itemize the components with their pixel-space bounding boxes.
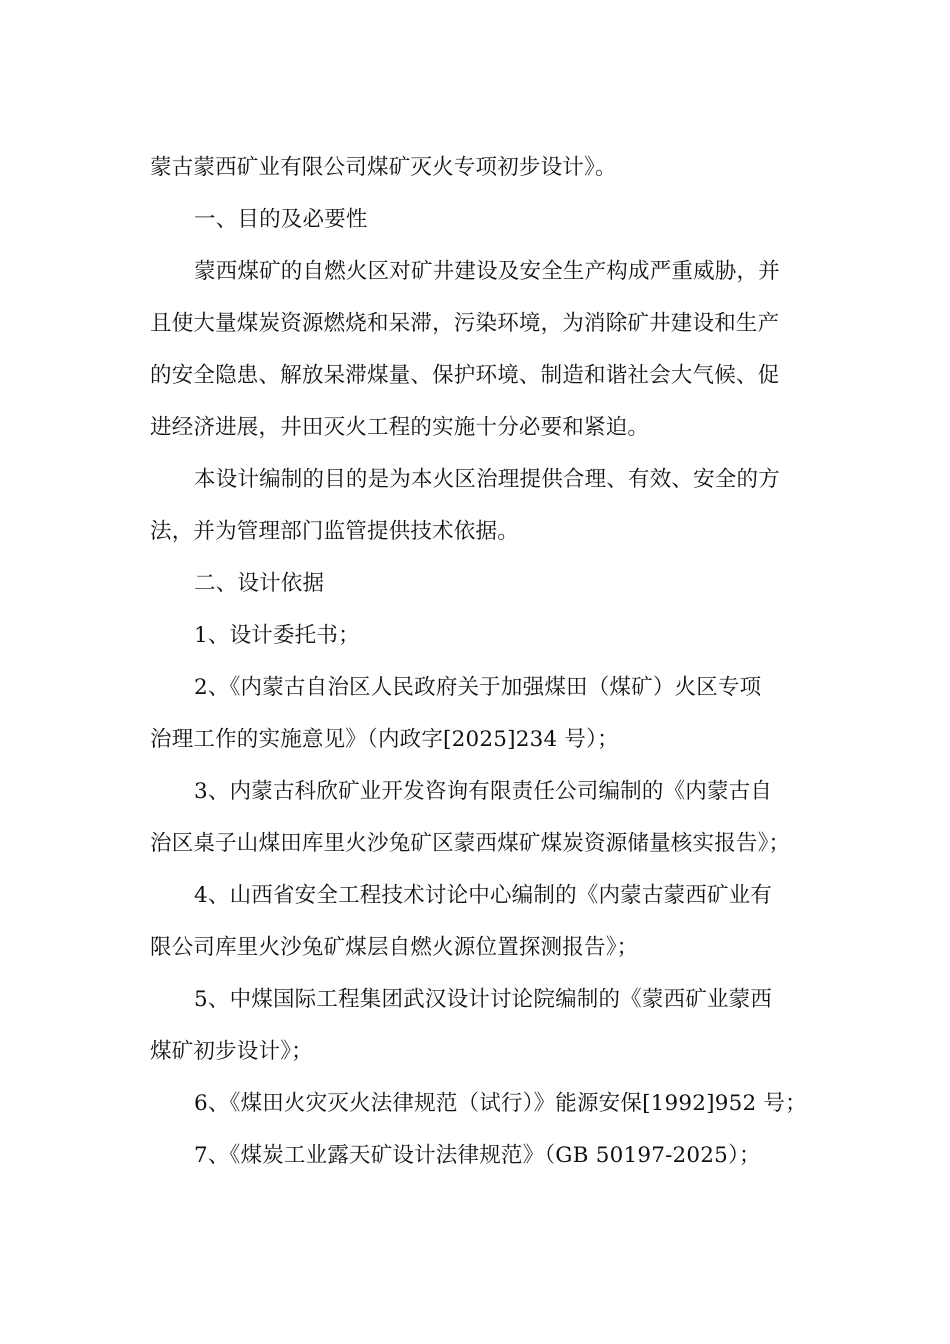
list-item-continuation: 煤矿初步设计》； [150,1039,313,1064]
list-item: 2、《内蒙古自治区人民政府关于加强煤田（煤矿）火区专项 [194,675,762,700]
list-item: 5、中煤国际工程集团武汉设计讨论院编制的《蒙西矿业蒙西 [194,987,773,1012]
list-item: 6、《煤田火灾灭火法律规范（试行）》能源安保[1992]952 号； [194,1091,807,1116]
paragraph-line: 本设计编制的目的是为本火区治理提供合理、有效、安全的方 [194,467,780,492]
list-item: 4、山西省安全工程技术讨论中心编制的《内蒙古蒙西矿业有 [194,883,773,908]
text-line-continuation: 蒙古蒙西矿业有限公司煤矿灭火专项初步设计》。 [150,155,617,180]
list-item: 1、设计委托书； [194,623,360,648]
paragraph-line: 进经济进展，井田灭火工程的实施十分必要和紧迫。 [150,415,650,440]
paragraph-line: 法，并为管理部门监管提供技术依据。 [150,519,519,544]
list-item: 3、内蒙古科欣矿业开发咨询有限责任公司编制的《内蒙古自 [194,779,773,804]
section-heading-purpose: 一、目的及必要性 [194,207,368,232]
section-heading-basis: 二、设计依据 [194,571,325,596]
list-item-continuation: 治区桌子山煤田库里火沙兔矿区蒙西煤矿煤炭资源储量核实报告》； [150,831,791,856]
paragraph-line: 且使大量煤炭资源燃烧和呆滞，污染环境，为消除矿井建设和生产 [150,311,780,336]
paragraph-line: 蒙西煤矿的自燃火区对矿井建设及安全生产构成严重威胁，并 [194,259,780,284]
list-item-continuation: 限公司库里火沙兔矿煤层自燃火源位置探测报告》； [150,935,639,960]
paragraph-line: 的安全隐患、解放呆滞煤量、保护环境、制造和谐社会大气候、促 [150,363,780,388]
list-item: 7、《煤炭工业露天矿设计法律规范》（GB 50197-2025）； [194,1143,761,1168]
list-item-continuation: 治理工作的实施意见》（内政字[2025]234 号）； [150,727,619,752]
